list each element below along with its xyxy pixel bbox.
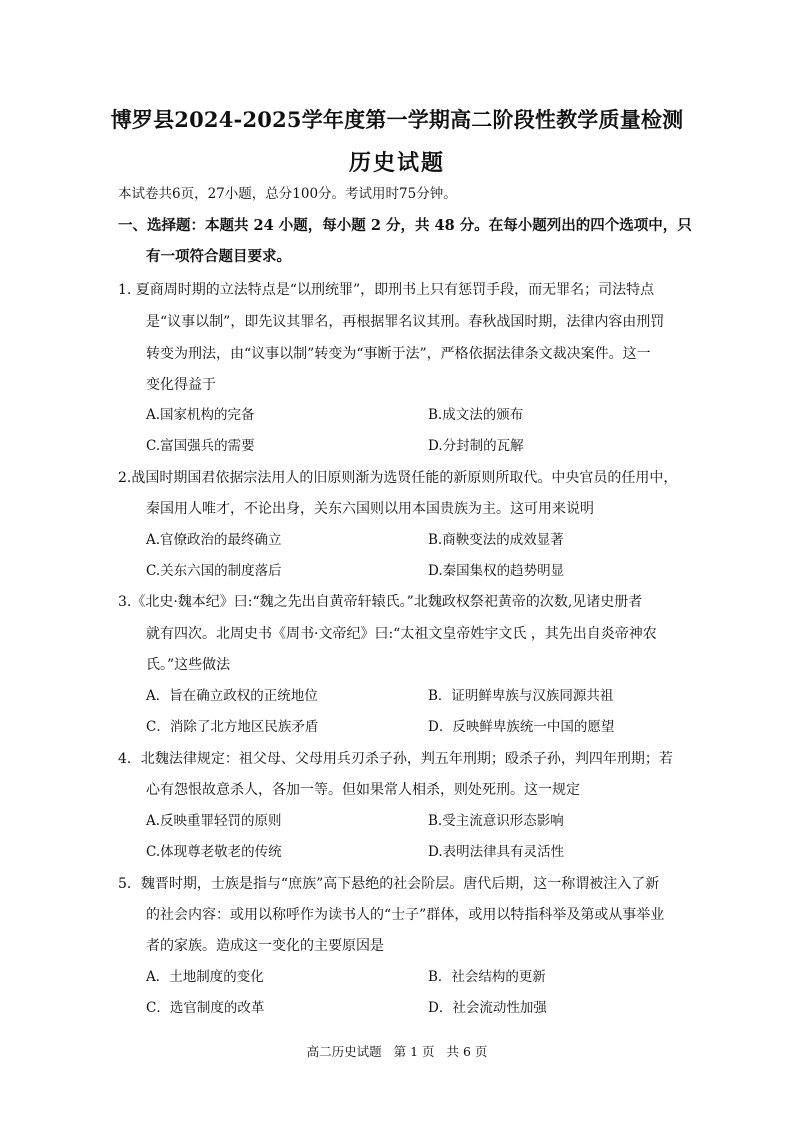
page-footer (0, 1042, 794, 1060)
section-heading-line2: 有一项符合题目要求。 (146, 248, 291, 265)
question-5-option-b[interactable]: B．社会结构的更新 (428, 969, 546, 985)
question-2-option-d[interactable]: D.秦国集权的趋势明显 (428, 563, 565, 579)
exam-subtitle: 历史试题 (348, 150, 445, 176)
question-4-option-d[interactable]: D.表明法律具有灵活性 (428, 844, 565, 860)
question-4-line-2: 心有怨恨故意杀人，各加一等。但如果常人相杀，则处死刑。这一规定 (146, 782, 580, 798)
question-1-line-2: 是“议事以制”，即先议其罪名，再根据罪名议其刑。春秋战国时期，法律内容由刑罚 (146, 314, 665, 330)
question-2-option-a[interactable]: A.官僚政治的最终确立 (146, 532, 282, 548)
question-3-option-d[interactable]: D．反映鲜卑族统一中国的愿望 (428, 719, 615, 735)
question-1-option-c[interactable]: C.富国强兵的需要 (146, 438, 255, 454)
question-2-line-2: 秦国用人唯才，不论出身，关东六国则以用本国贵族为主。这可用来说明 (146, 501, 594, 517)
question-1-line-1: 1. 夏商周时期的立法特点是“以刑统罪”，即刑书上只有惩罚手段，而无罪名；司法特点 (118, 282, 655, 298)
question-5-option-a[interactable]: A．土地制度的变化 (146, 969, 264, 985)
question-4-line-1: 4．北魏法律规定：祖父母、父母用兵刃杀子孙，判五年刑期；殴杀子孙，判四年刑期；若 (118, 751, 673, 767)
exam-title: 博罗县2024-2025学年度第一学期高二阶段性教学质量检测 (110, 107, 684, 132)
question-5-line-1: 5．魏晋时期，士族是指与“庶族”高下悬绝的社会阶层。唐代后期，这一称谓被注入了新 (118, 876, 660, 892)
footer-total-pages: 共 6 页 (446, 1044, 488, 1059)
question-2-option-c[interactable]: C.关东六国的制度落后 (146, 563, 282, 579)
question-1-option-b[interactable]: B.成文法的颁布 (428, 407, 524, 423)
footer-subject: 高二历史试题 (306, 1044, 382, 1059)
question-2-option-b[interactable]: B.商鞅变法的成效显著 (428, 532, 564, 548)
question-3-option-c[interactable]: C．消除了北方地区民族矛盾 (146, 719, 319, 735)
question-3-option-b[interactable]: B．证明鲜卑族与汉族同源共祖 (428, 688, 614, 704)
question-1-line-4: 变化得益于 (146, 377, 216, 393)
footer-page-number: 第 1 页 (393, 1044, 435, 1059)
question-2-line-1: 2.战国时期国君依据宗法用人的旧原则渐为选贤任能的新原则所取代。中央官员的任用中， (118, 470, 678, 486)
question-3-option-a[interactable]: A．旨在确立政权的正统地位 (146, 688, 318, 704)
question-5-option-c[interactable]: C．选官制度的改革 (146, 1000, 265, 1016)
question-1-option-d[interactable]: D.分封制的瓦解 (428, 438, 524, 454)
question-5-line-2: 的社会内容：或用以称呼作为读书人的“士子”群体，或用以特指科举及第或从事举业 (146, 907, 665, 923)
section-heading-line1: 一、选择题：本题共 24 小题，每小题 2 分，共 48 分。在每小题列出的四个选项中，只 (118, 217, 692, 234)
question-1-option-a[interactable]: A.国家机构的完备 (146, 407, 255, 423)
question-1-line-3: 转变为刑法，由“议事以制”转变为“事断于法”，严格依据法律条文裁决案件。这一 (146, 346, 651, 362)
question-3-line-1: 3.《北史·魏本纪》曰:“魏之先出自黄帝轩辕氏。”北魏政权祭祀黄帝的次数,见诸史册者 (118, 594, 643, 610)
question-5-line-3: 者的家族。造成这一变化的主要原因是 (146, 938, 384, 954)
question-3-line-3: 氏。”这些做法 (146, 657, 231, 673)
question-4-option-a[interactable]: A.反映重罪轻罚的原则 (146, 813, 282, 829)
question-4-option-c[interactable]: C.体现尊老敬老的传统 (146, 844, 282, 860)
question-5-option-d[interactable]: D．社会流动性加强 (428, 1000, 547, 1016)
question-4-option-b[interactable]: B.受主流意识形态影响 (428, 813, 564, 829)
question-3-line-2: 就有四次。北周史书《周书·文帝纪》曰:“太祖文皇帝姓宇文氏 ，其先出自炎帝神农 (146, 626, 657, 642)
exam-intro: 本试卷共6页，27小题，总分100分。考试用时75分钟。 (118, 186, 457, 202)
